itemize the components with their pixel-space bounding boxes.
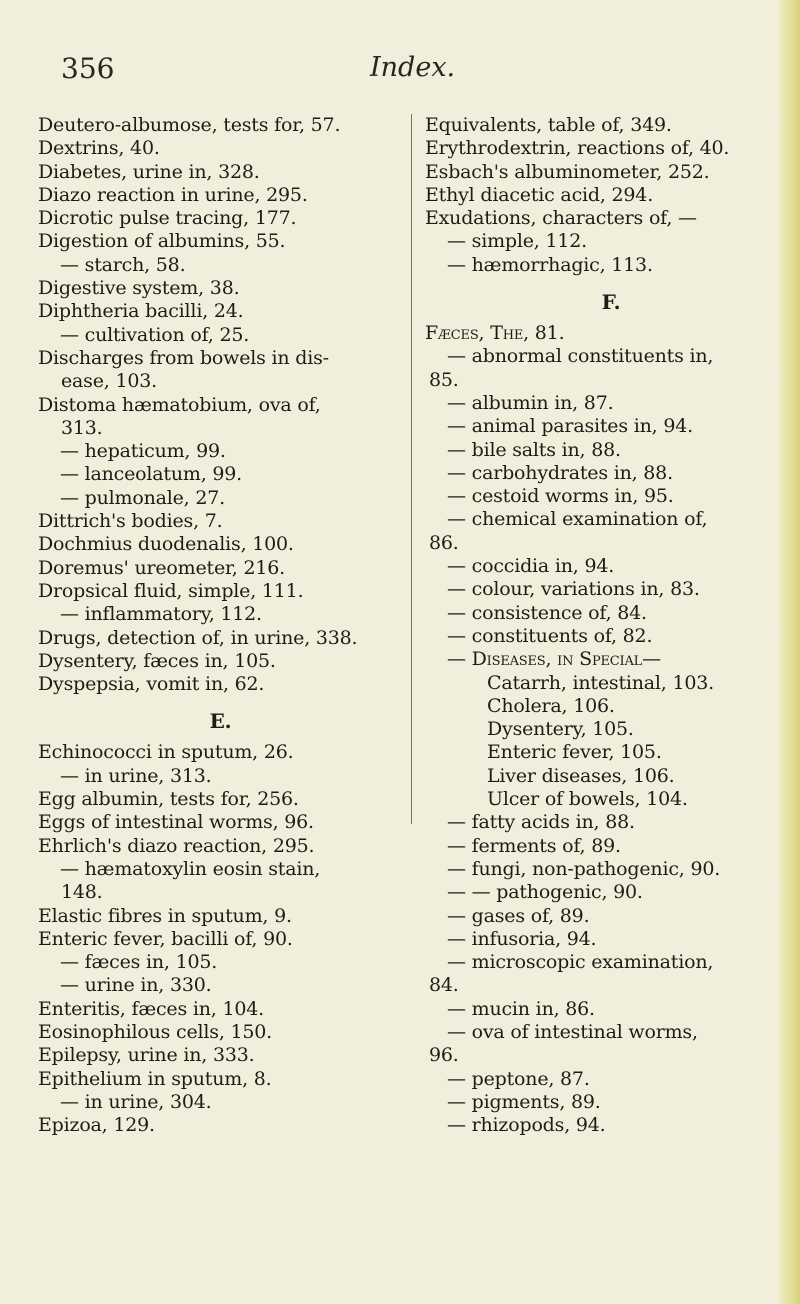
index-entry: Dropsical fluid, simple, 111. <box>38 579 304 602</box>
index-entry: Dochmius duodenalis, 100. <box>38 533 294 556</box>
section-letter: E. <box>209 709 232 734</box>
index-entry: Ehrlich's diazo reaction, 295. <box>38 834 315 857</box>
index-entry: Diabetes, urine in, 328. <box>38 160 260 183</box>
index-entry: Digestion of albumins, 55. <box>38 230 286 253</box>
index-entry: — lanceolatum, 99. <box>60 463 242 486</box>
index-entry: Eggs of intestinal worms, 96. <box>38 811 314 834</box>
index-entry: — ferments of, 89. <box>447 834 621 857</box>
index-entry: Egg albumin, tests for, 256. <box>38 788 299 811</box>
index-entry: — hæmatoxylin eosin stain, <box>60 857 321 880</box>
index-entry: Eosinophilous cells, 150. <box>38 1020 273 1043</box>
index-entry: Equivalents, table of, 349. <box>425 114 672 136</box>
index-entry: Enteritis, fæces in, 104. <box>38 997 264 1020</box>
index-entry: Enteric fever, bacilli of, 90. <box>38 927 293 950</box>
index-entry: Fæces, The, 81. <box>425 322 565 345</box>
index-entry: 85. <box>429 368 459 391</box>
index-entry: Dyspepsia, vomit in, 62. <box>38 673 265 696</box>
column-divider <box>411 114 412 824</box>
index-entry: — coccidia in, 94. <box>447 555 615 578</box>
index-entry: Dicrotic pulse tracing, 177. <box>38 207 297 230</box>
index-entry: Dysentery, fæces in, 105. <box>38 649 276 672</box>
index-entry: Drugs, detection of, in urine, 338. <box>38 626 358 649</box>
index-entry: Enteric fever, 105. <box>487 741 662 764</box>
index-entry: — chemical examination of, <box>447 508 708 531</box>
page-header <box>30 52 770 92</box>
index-entry: — in urine, 304. <box>60 1090 212 1113</box>
index-entry: — fungi, non-pathogenic, 90. <box>447 857 721 880</box>
index-entry: Distoma hæmatobium, ova of, <box>38 393 321 416</box>
index-entry: — simple, 112. <box>447 230 587 253</box>
index-entry: — microscopic examination, <box>447 951 714 974</box>
index-entry: — mucin in, 86. <box>447 997 595 1020</box>
index-entry: — urine in, 330. <box>60 974 212 997</box>
index-entry: — rhizopods, 94. <box>447 1114 606 1137</box>
index-entry: Dittrich's bodies, 7. <box>38 510 223 533</box>
index-entry: 96. <box>429 1044 459 1067</box>
index-entry: — constituents of, 82. <box>447 624 653 647</box>
index-entry: — cestoid worms in, 95. <box>447 485 674 508</box>
index-entry: Discharges from bowels in dis- <box>38 346 329 369</box>
index-entry: — abnormal constituents in, <box>447 345 714 368</box>
index-entry: Elastic fibres in sputum, 9. <box>38 904 292 927</box>
index-entry: 84. <box>429 974 459 997</box>
index-entry: — Diseases, in Special— <box>447 648 661 671</box>
index-entry: — carbohydrates in, 88. <box>447 461 673 484</box>
index-entry: Dextrins, 40. <box>38 137 160 160</box>
index-entry: Catarrh, intestinal, 103. <box>487 671 714 694</box>
index-entry: Exudations, characters of, — <box>425 207 697 230</box>
index-entry: Digestive system, 38. <box>38 277 240 300</box>
index-entry: — animal parasites in, 94. <box>447 415 693 438</box>
index-entry: Liver diseases, 106. <box>487 764 675 787</box>
index-entry: Dysentery, 105. <box>487 718 634 741</box>
index-entry: — — pathogenic, 90. <box>447 881 643 904</box>
page-title: Index. <box>370 52 456 83</box>
index-entry: 148. <box>61 881 103 904</box>
index-entry: — fatty acids in, 88. <box>447 811 635 834</box>
index-entry: — infusoria, 94. <box>447 927 597 950</box>
index-column-left <box>38 114 403 1137</box>
index-entry: — cultivation of, 25. <box>60 323 250 346</box>
index-entry: — fæces in, 105. <box>60 951 218 974</box>
index-entry: Erythrodextrin, reactions of, 40. <box>425 137 730 160</box>
page-number: 356 <box>61 52 115 85</box>
index-entry: — gases of, 89. <box>447 904 590 927</box>
index-entry: Epilepsy, urine in, 333. <box>38 1044 255 1067</box>
index-entry: Deutero-albumose, tests for, 57. <box>38 114 341 136</box>
index-entry: — hæmorrhagic, 113. <box>447 253 653 276</box>
index-entry: Cholera, 106. <box>487 694 615 717</box>
index-entry: — pigments, 89. <box>447 1090 601 1113</box>
index-entry: — albumin in, 87. <box>447 391 614 414</box>
index-entry: ease, 103. <box>61 370 157 393</box>
index-entry: Ulcer of bowels, 104. <box>487 788 688 811</box>
index-entry: — bile salts in, 88. <box>447 438 621 461</box>
index-entry: Echinococci in sputum, 26. <box>38 741 294 764</box>
section-letter: F. <box>601 290 621 315</box>
index-entry: — in urine, 313. <box>60 764 212 787</box>
index-entry: 313. <box>61 416 103 439</box>
index-entry: — consistence of, 84. <box>447 601 647 624</box>
index-entry: Diazo reaction in urine, 295. <box>38 183 308 206</box>
index-entry: — colour, variations in, 83. <box>447 578 700 601</box>
index-entry: — peptone, 87. <box>447 1067 590 1090</box>
index-entry: — pulmonale, 27. <box>60 486 225 509</box>
index-entry: — hepaticum, 99. <box>60 440 226 463</box>
index-entry: Esbach's albuminometer, 252. <box>425 160 710 183</box>
index-entry: — starch, 58. <box>60 253 186 276</box>
index-entry: Epithelium in sputum, 8. <box>38 1067 272 1090</box>
index-entry: Diphtheria bacilli, 24. <box>38 300 244 323</box>
index-column-right <box>425 114 797 1137</box>
index-entry: 86. <box>429 531 459 554</box>
index-entry: Doremus' ureometer, 216. <box>38 556 285 579</box>
index-entry: — inflammatory, 112. <box>60 603 262 626</box>
index-entry: Epizoa, 129. <box>38 1114 155 1137</box>
index-entry: — ova of intestinal worms, <box>447 1020 698 1043</box>
index-entry: Ethyl diacetic acid, 294. <box>425 183 654 206</box>
